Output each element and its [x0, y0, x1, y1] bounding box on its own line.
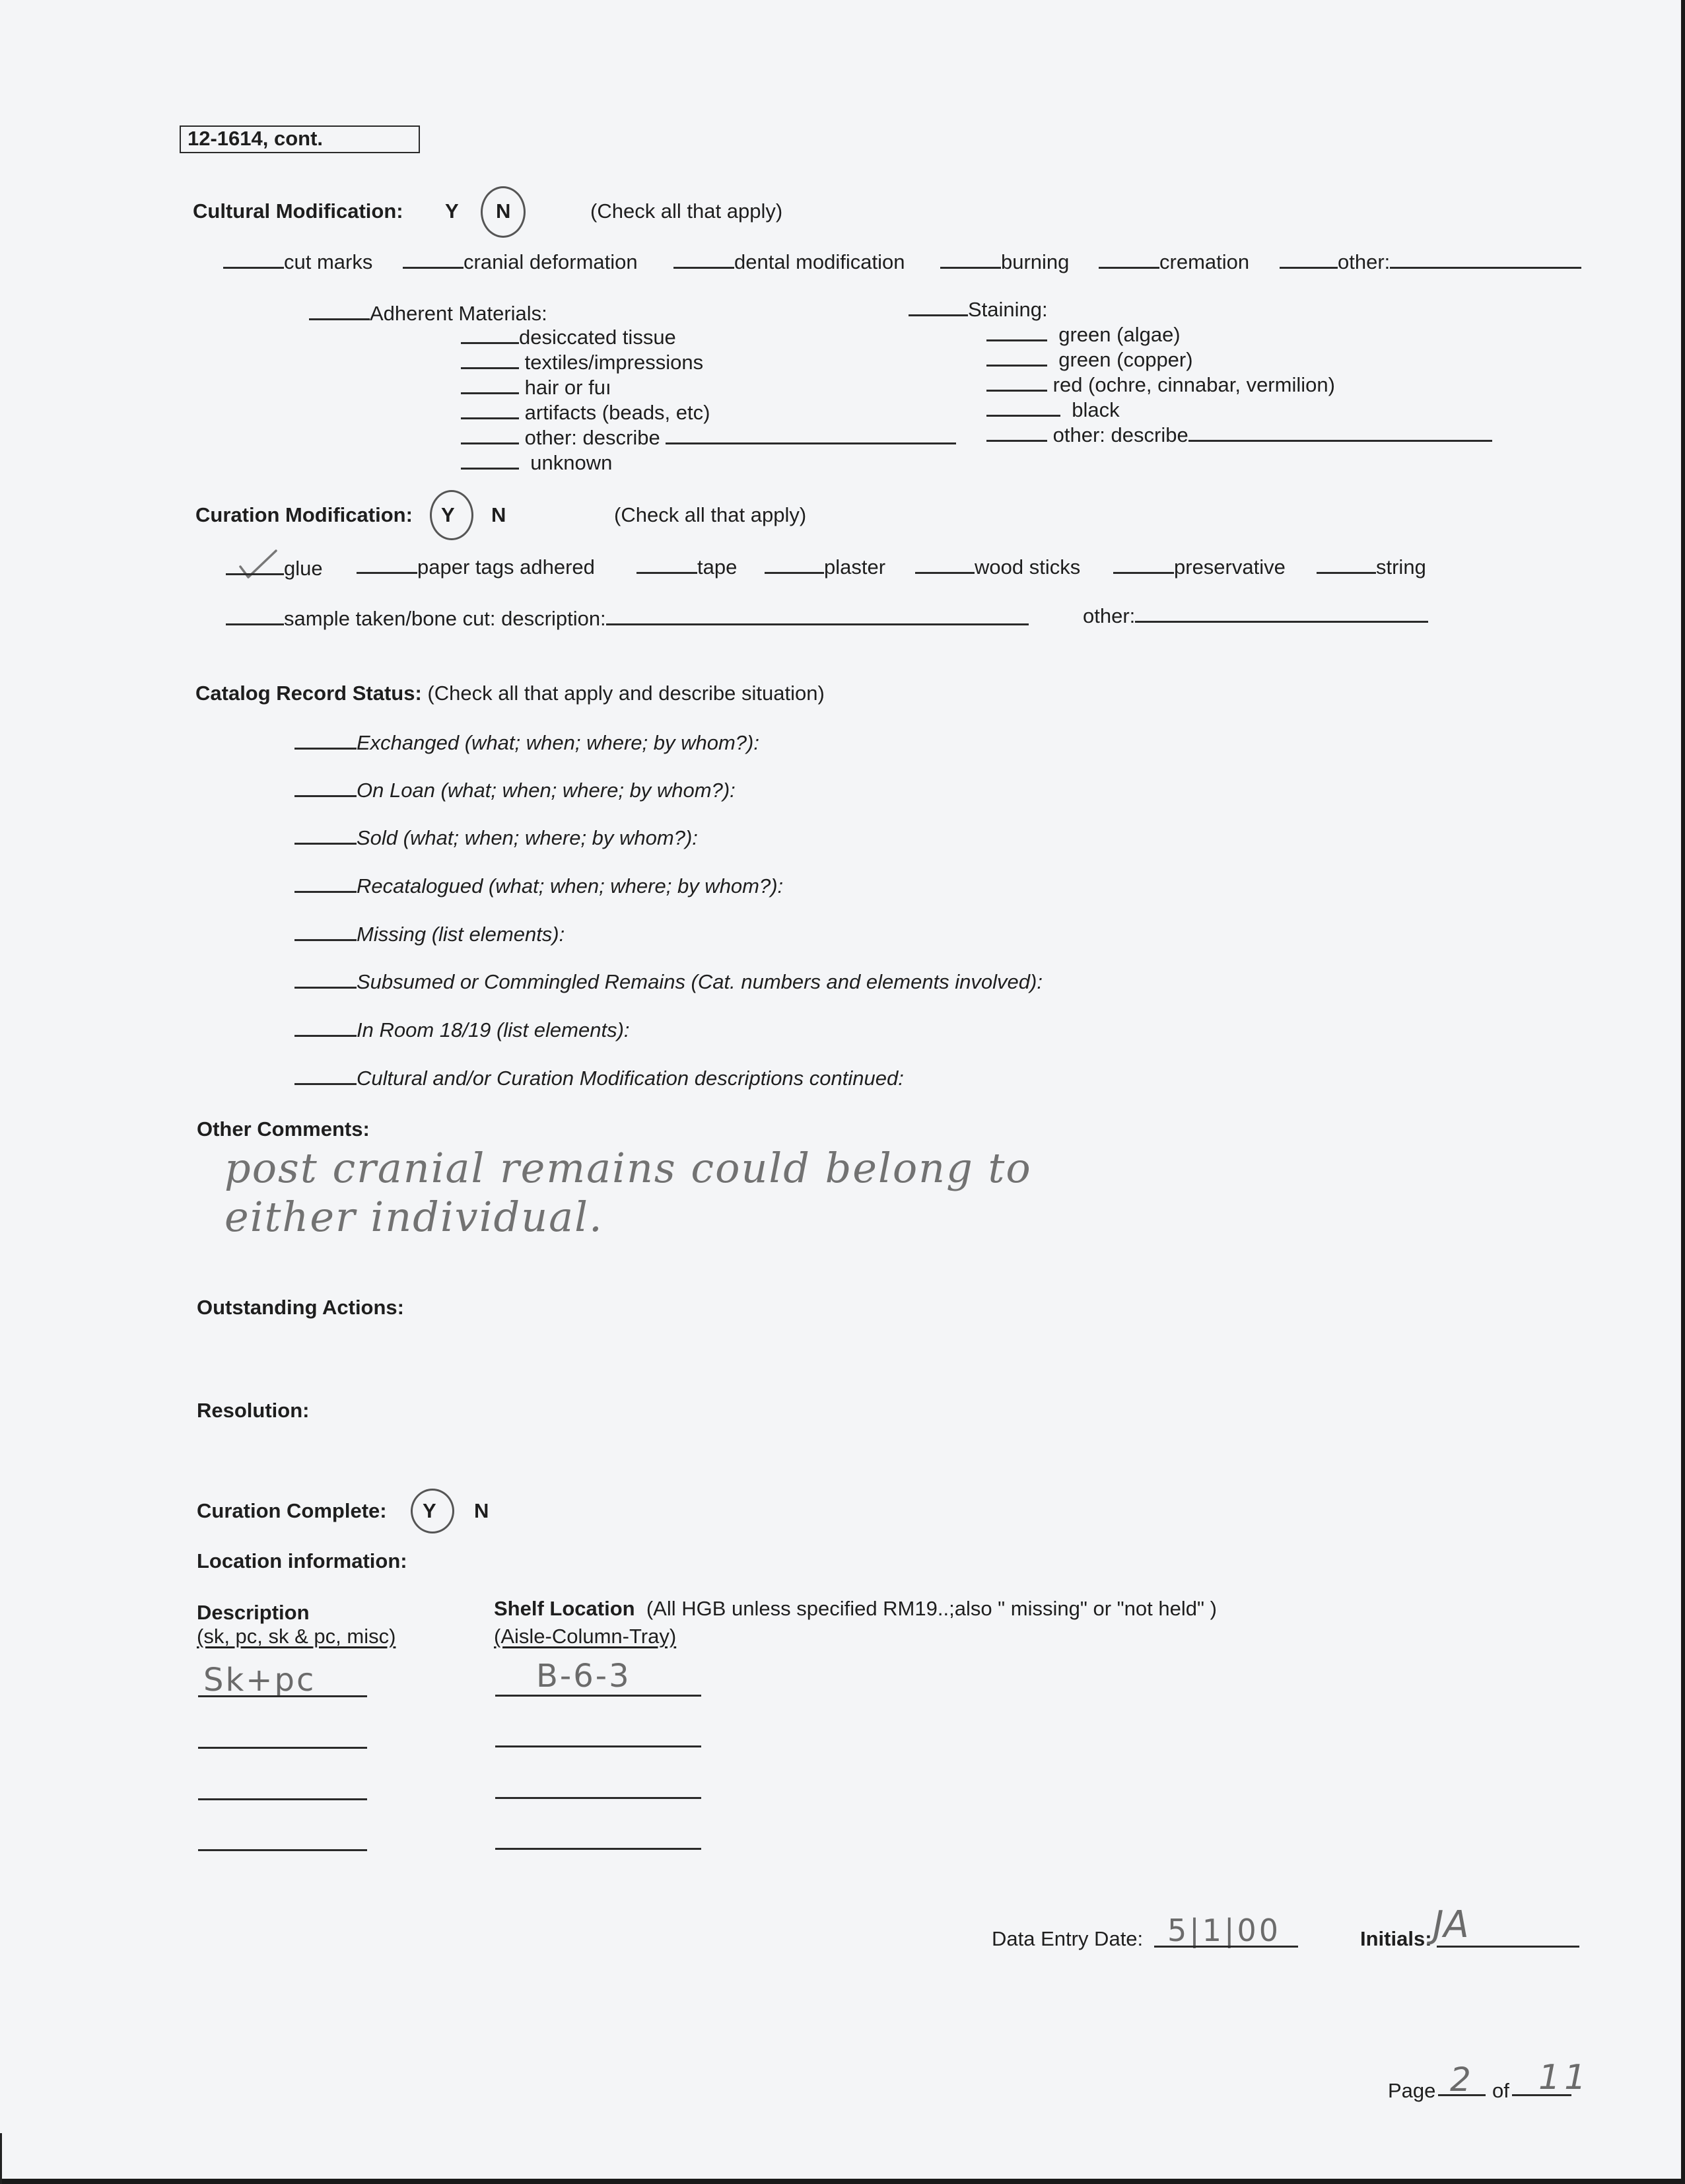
description-line-4[interactable] — [198, 1849, 367, 1851]
subsumed-label: Subsumed or Commingled Remains (Cat. numbers and elements involved): — [357, 970, 1043, 993]
shelf-line-4[interactable] — [495, 1848, 701, 1850]
status-recatalogued[interactable] — [294, 874, 783, 898]
staining-other[interactable] — [986, 423, 1492, 447]
sample-taken-label: sample taken/bone cut: description: — [284, 607, 606, 630]
of-label: of — [1492, 2079, 1509, 2102]
glue-label: glue — [284, 557, 323, 580]
description-header: Description — [197, 1601, 310, 1624]
hair-or-fur-label: hair or fuı — [524, 376, 611, 399]
recatalogued-label: Recatalogued (what; when; where; by whom?): — [357, 874, 784, 898]
artifacts-label: artifacts (beads, etc) — [524, 401, 710, 424]
missing-label: Missing (list elements): — [357, 923, 565, 946]
adherent-other[interactable] — [461, 425, 956, 450]
shelf-line-3[interactable] — [495, 1797, 701, 1799]
curation-modification-no[interactable]: N — [491, 503, 506, 526]
other-label: other: — [1338, 250, 1391, 273]
curation-modification-instruction: (Check all that apply) — [614, 503, 807, 526]
burning-label: burning — [1001, 250, 1070, 273]
page-label: Page — [1388, 2079, 1436, 2102]
initials-value[interactable]: JA — [1433, 1903, 1469, 1946]
catalog-record-status-instruction: (Check all that apply and describe situation) — [427, 682, 825, 705]
page-number-line — [1438, 2094, 1486, 2096]
description-sub-header: (sk, pc, sk & pc, misc) — [197, 1625, 396, 1648]
cultural-item-dental-modification[interactable] — [673, 250, 905, 274]
status-missing[interactable] — [294, 922, 565, 946]
scan-edge-left — [0, 2133, 2, 2184]
status-descriptions-continued[interactable] — [294, 1066, 904, 1090]
paper-tags-label: paper tags adhered — [417, 555, 595, 579]
data-entry-date-value[interactable]: 5|1|00 — [1167, 1913, 1282, 1948]
status-exchanged[interactable] — [294, 730, 759, 755]
shelf-location-heading — [494, 1597, 1217, 1621]
other-comments-line-2[interactable]: either individual. — [224, 1193, 603, 1241]
shelf-location-note: (All HGB unless specified RM19..;also " missing" or "not held" ) — [646, 1597, 1217, 1620]
record-id: 12-1614, cont. — [188, 127, 324, 150]
staining-label: Staining: — [968, 298, 1048, 321]
adherent-materials-label: Adherent Materials: — [370, 302, 547, 325]
cultural-item-burning[interactable] — [940, 250, 1069, 274]
curation-modification-label: Curation Modification: — [195, 503, 413, 526]
tape-label: tape — [697, 555, 738, 579]
cut-marks-label: cut marks — [284, 250, 373, 273]
curation-complete-no[interactable]: N — [474, 1499, 489, 1522]
curation-item-wood-sticks[interactable] — [915, 555, 1080, 579]
outstanding-actions-label: Outstanding Actions: — [197, 1296, 404, 1319]
cremation-label: cremation — [1159, 250, 1250, 273]
curation-complete-yes[interactable]: Y — [423, 1499, 436, 1522]
curation-other[interactable] — [1083, 604, 1428, 628]
scan-edge-right — [1681, 0, 1685, 2184]
curation-modification-yes[interactable]: Y — [441, 503, 455, 526]
adherent-textiles[interactable] — [461, 350, 703, 374]
adherent-artifacts[interactable] — [461, 400, 710, 425]
adherent-unknown[interactable] — [461, 450, 612, 475]
total-pages-value[interactable]: 11 — [1538, 2058, 1591, 2097]
other-comments-label: Other Comments: — [197, 1117, 370, 1141]
cultural-item-cremation[interactable] — [1099, 250, 1249, 274]
catalog-record-status-heading — [195, 682, 825, 705]
adherent-desiccated-tissue[interactable] — [461, 325, 676, 349]
adherent-hair-or-fur[interactable] — [461, 375, 611, 400]
cultural-item-cranial-deformation[interactable] — [403, 250, 638, 274]
shelf-line-1[interactable] — [495, 1695, 701, 1697]
staining-green-algae[interactable] — [986, 322, 1181, 347]
initials-line — [1437, 1946, 1579, 1948]
green-copper-label: green (copper) — [1058, 348, 1193, 371]
curation-modification-selected-circle — [430, 490, 473, 540]
scan-edge-bottom — [0, 2179, 1685, 2184]
resolution-label: Resolution: — [197, 1399, 310, 1422]
red-label: red (ochre, cinnabar, vermilion) — [1052, 373, 1335, 396]
staining-red[interactable] — [986, 372, 1335, 397]
cultural-item-cut-marks[interactable] — [223, 250, 372, 274]
total-pages-line — [1512, 2094, 1571, 2096]
black-label: black — [1072, 398, 1120, 421]
cultural-item-other[interactable] — [1280, 250, 1581, 274]
cultural-modification-yes[interactable]: Y — [445, 199, 459, 223]
shelf-value-1[interactable]: B-6-3 — [536, 1658, 631, 1695]
on-loan-label: On Loan (what; when; where; by whom?): — [357, 779, 736, 802]
plaster-label: plaster — [824, 555, 886, 579]
data-entry-date-line — [1154, 1946, 1298, 1948]
catalog-record-status-label: Catalog Record Status: — [195, 682, 422, 705]
page-number-value[interactable]: 2 — [1450, 2061, 1471, 2099]
status-in-room[interactable] — [294, 1018, 630, 1042]
description-line-1[interactable] — [198, 1695, 367, 1697]
textiles-label: textiles/impressions — [524, 351, 704, 374]
descriptions-continued-label: Cultural and/or Curation Modification descriptions continued: — [357, 1067, 904, 1090]
description-value-1[interactable]: Sk+pc — [203, 1662, 316, 1699]
cultural-modification-selected-circle — [481, 186, 526, 238]
green-algae-label: green (algae) — [1058, 323, 1181, 346]
shelf-location-sub-header: (Aisle-Column-Tray) — [494, 1625, 677, 1648]
description-line-3[interactable] — [198, 1798, 367, 1800]
sold-label: Sold (what; when; where; by whom?): — [357, 826, 698, 849]
staining-green-copper[interactable] — [986, 347, 1193, 372]
curation-sample-taken[interactable] — [226, 606, 1029, 631]
status-sold[interactable] — [294, 826, 698, 850]
exchanged-label: Exchanged (what; when; where; by whom?): — [357, 731, 759, 754]
status-on-loan[interactable] — [294, 778, 736, 802]
curation-other-label: other: — [1083, 604, 1136, 627]
cultural-modification-instruction: (Check all that apply) — [590, 199, 783, 223]
cultural-modification-label: Cultural Modification: — [193, 199, 403, 223]
adherent-other-label: other: describe — [524, 426, 660, 449]
shelf-location-header: Shelf Location — [494, 1597, 635, 1620]
curation-item-plaster[interactable] — [765, 555, 885, 579]
unknown-label: unknown — [530, 451, 613, 474]
staining-black[interactable] — [986, 398, 1120, 422]
preservative-label: preservative — [1174, 555, 1286, 579]
location-information-label: Location information: — [197, 1549, 407, 1572]
other-comments-line-1[interactable]: post cranial remains could belong to — [224, 1144, 1032, 1192]
curation-item-paper-tags[interactable] — [357, 555, 595, 579]
curation-complete-selected-circle — [411, 1489, 454, 1533]
curation-complete-label: Curation Complete: — [197, 1499, 387, 1522]
status-subsumed[interactable] — [294, 969, 1043, 994]
string-label: string — [1376, 555, 1426, 579]
cultural-modification-no[interactable]: N — [496, 199, 511, 223]
wood-sticks-label: wood sticks — [975, 555, 1081, 579]
shelf-line-2[interactable] — [495, 1745, 701, 1747]
curation-item-tape[interactable] — [636, 555, 737, 579]
curation-item-string[interactable] — [1317, 555, 1426, 579]
curation-item-preservative[interactable] — [1113, 555, 1286, 579]
curation-item-glue[interactable] — [226, 556, 323, 581]
adherent-materials[interactable] — [309, 301, 547, 326]
data-entry-date-label: Data Entry Date: — [992, 1927, 1144, 1950]
staining[interactable] — [909, 297, 1048, 322]
staining-other-label: other: describe — [1052, 423, 1188, 446]
description-line-2[interactable] — [198, 1747, 367, 1749]
cranial-deformation-label: cranial deformation — [464, 250, 638, 273]
initials-label: Initials: — [1360, 1927, 1432, 1950]
desiccated-tissue-label: desiccated tissue — [519, 326, 676, 349]
dental-modification-label: dental modification — [734, 250, 905, 273]
in-room-label: In Room 18/19 (list elements): — [357, 1018, 630, 1041]
